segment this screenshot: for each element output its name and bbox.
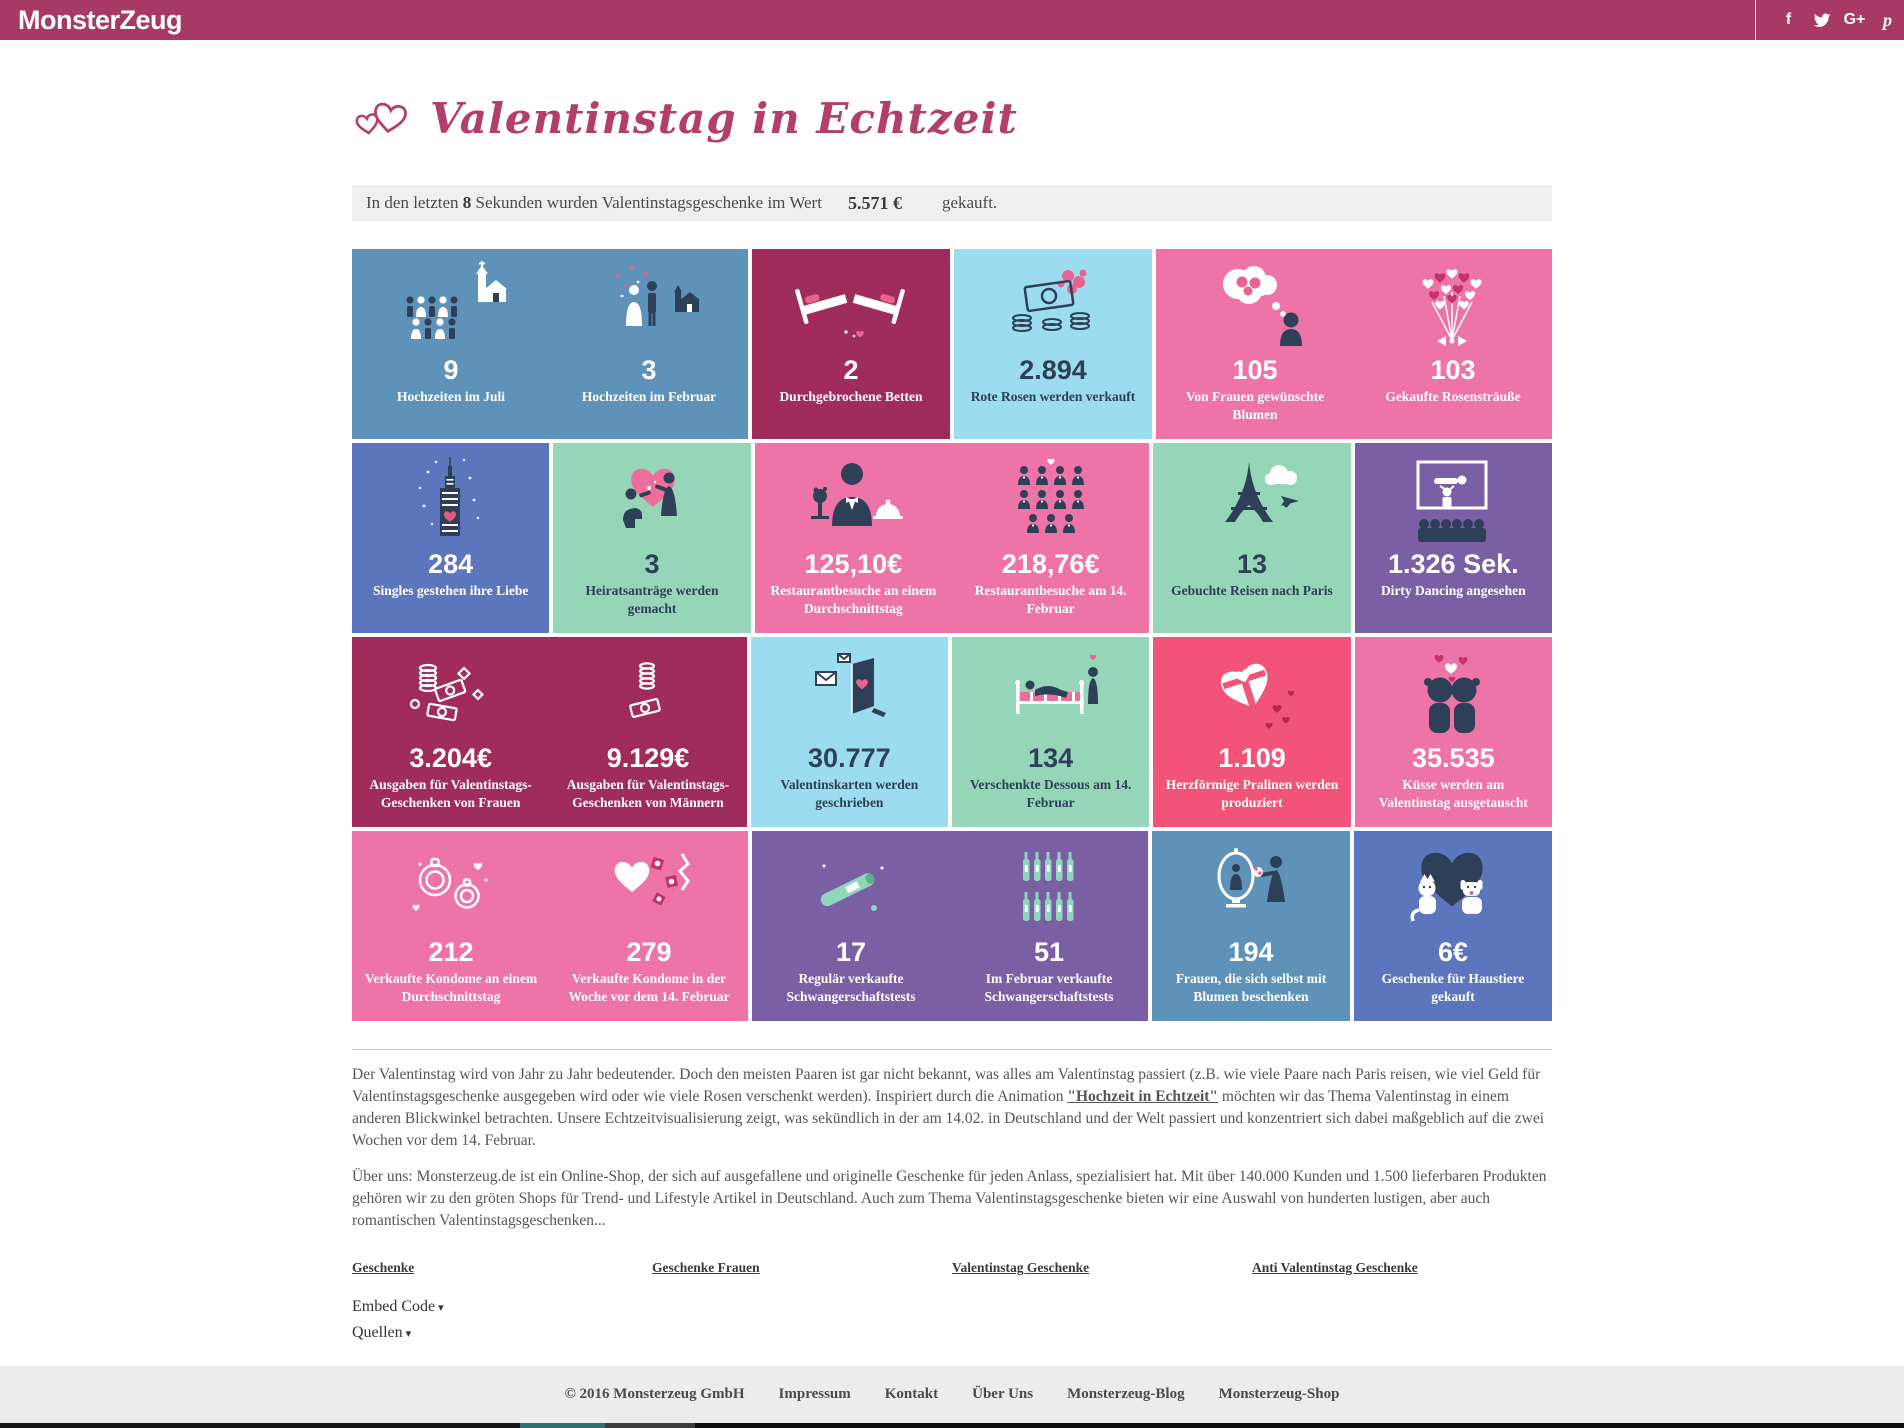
stats-grid xyxy=(352,249,1552,1021)
stat-tile xyxy=(1355,637,1552,827)
stat-tile xyxy=(1153,443,1350,633)
embed-code-dropdown[interactable] xyxy=(352,1298,444,1316)
stat-block xyxy=(1355,637,1552,827)
pets-heart-icon xyxy=(1392,840,1514,934)
ticker-seconds: 8 xyxy=(462,193,472,213)
title-row xyxy=(352,40,1552,185)
wedding-couple-icon xyxy=(588,258,710,352)
stat-label: Verkaufte Kondome an einem Durchschnittstag xyxy=(364,971,538,1004)
stat-block xyxy=(352,831,748,1021)
stat-tile xyxy=(752,831,950,1021)
chocolate-heart-box-icon xyxy=(1191,646,1313,740)
condoms-icon xyxy=(390,840,512,934)
section-divider xyxy=(352,1049,1552,1050)
pinterest-icon[interactable]: p xyxy=(1883,9,1892,30)
stat-value: 1.109 xyxy=(1218,743,1286,774)
google-plus-icon[interactable]: G+ xyxy=(1843,11,1866,28)
stat-label: Im Februar verkaufte Schwangerschaftstests xyxy=(984,971,1114,1004)
stat-value: 125,10€ xyxy=(804,549,903,580)
stat-label: Verschenkte Dessous am 14. Februar xyxy=(969,777,1132,810)
stat-tile xyxy=(1156,249,1354,439)
paragraph-text: Der Valentinstag wird von Jahr zu Jahr bedeutender. Doch den meisten Paaren ist gar nicht bekannt, was alles am Valentinstag passiert (z.B. wie viele Paare nach Paris reisen, wie viel Geld für Valentinstagsgeschenke ausgegeben wird oder wie viele Rosen verschenkt werden). Inspiriert durch die Animation xyxy=(352,1066,1541,1106)
intro-paragraph xyxy=(352,1064,1552,1152)
shop-links-row xyxy=(352,1260,1552,1276)
stat-value: 284 xyxy=(428,549,474,580)
stat-value: 1.326 Sek. xyxy=(1388,549,1519,580)
condoms-week-icon xyxy=(588,840,710,934)
stat-value: 2.894 xyxy=(1019,355,1087,386)
bottom-strip xyxy=(0,1423,1904,1428)
hochzeit-in-echtzeit-link[interactable]: "Hochzeit in Echtzeit" xyxy=(1067,1088,1219,1106)
stat-value: 51 xyxy=(1033,937,1065,968)
stat-tile xyxy=(549,637,746,827)
money-stack-icon xyxy=(587,646,709,740)
stat-tile xyxy=(553,443,750,633)
stat-tile xyxy=(1153,637,1350,827)
stat-tile xyxy=(954,249,1152,439)
stat-label: Heiratsanträge werden gemacht xyxy=(585,583,719,616)
thought-flowers-icon xyxy=(1194,258,1316,352)
stat-label: Hochzeiten im Februar xyxy=(581,389,717,405)
stat-block xyxy=(1354,831,1552,1021)
social-divider xyxy=(1755,0,1756,40)
stat-label: Durchgebrochene Betten xyxy=(779,389,923,405)
grid-row xyxy=(352,249,1552,439)
stat-block xyxy=(751,637,948,827)
cinema-screen-icon xyxy=(1392,452,1514,546)
ticker-middle: Sekunden wurden Valentinstagsgeschenke im Wert xyxy=(475,193,822,213)
stat-block xyxy=(352,249,748,439)
stat-tile xyxy=(950,831,1148,1021)
stat-label: Valentinskarten werden geschrieben xyxy=(780,777,919,810)
stat-block xyxy=(752,831,1148,1021)
stat-value: 9.129€ xyxy=(606,743,690,774)
stat-tile xyxy=(1354,249,1552,439)
caret-down-icon: ▾ xyxy=(405,1328,412,1341)
paragraph-text: möchten wir das Thema Valentinstag in einem anderen Blickwinkel betrachten. Unsere Echtzeitvisualisierung zeigt, was sekündlich in der am 14.02. in Deutschland und der Welt passiert und konzentriert sich dabei maßgeblich auf die zwei Wochen vor dem 14. Februar. xyxy=(352,1088,1545,1150)
stat-block xyxy=(1355,443,1552,633)
stat-value: 13 xyxy=(1236,549,1268,580)
facebook-icon[interactable]: f xyxy=(1785,11,1792,28)
stat-block xyxy=(1152,831,1350,1021)
stat-block xyxy=(755,443,1150,633)
stat-label: Regulär verkaufte Schwangerschaftstests xyxy=(786,971,916,1004)
stat-value: 6€ xyxy=(1437,937,1469,968)
test-row-icon xyxy=(988,840,1110,934)
dessous-bed-icon xyxy=(990,646,1112,740)
stat-block xyxy=(352,637,747,827)
stat-block xyxy=(752,249,950,439)
caret-down-icon: ▾ xyxy=(438,1302,444,1315)
stat-value: 3 xyxy=(641,355,657,386)
stat-value: 30.777 xyxy=(808,743,891,774)
stat-block xyxy=(954,249,1152,439)
broken-bed-icon xyxy=(790,258,912,352)
footer-link[interactable]: Impressum xyxy=(778,1386,851,1403)
rose-bouquet-icon xyxy=(1392,258,1514,352)
stat-tile xyxy=(755,443,952,633)
stat-label: Ausgaben für Valentinstags-Geschenken von Männern xyxy=(566,777,730,810)
stat-value: 17 xyxy=(835,937,867,968)
skyscraper-icon xyxy=(390,452,512,546)
proposal-icon xyxy=(591,452,713,546)
money-pile-icon xyxy=(390,646,512,740)
stat-label: Rote Rosen werden verkauft xyxy=(970,389,1136,405)
about-paragraph: Über uns: Monsterzeug.de ist ein Online-Shop, der sich auf ausgefallene und originelle Geschenke für jeden Anlass, spezialisiert hat. Mit über 140.000 Kunden und 1.500 lieferbaren Produkten gehören wir zu den gröten Shops für Trend- und Lifestyle Artikel in Deutschland. Auch zum Thema Valentinstagsgeschenke bieten wir eine Auswahl von hunderten lustigen, aber auch romantischen Valentinstagsgeschenken... xyxy=(352,1168,1547,1230)
stat-tile xyxy=(550,249,748,439)
stat-value: 2 xyxy=(843,355,859,386)
stat-label: Herzförmige Pralinen werden produziert xyxy=(1165,777,1339,810)
footer-link[interactable]: Monsterzeug-Blog xyxy=(1067,1386,1185,1403)
footer-link[interactable]: Monsterzeug-Shop xyxy=(1218,1386,1340,1403)
stat-tile xyxy=(550,831,748,1021)
mirror-woman-icon xyxy=(1190,840,1312,934)
stat-value: 105 xyxy=(1232,355,1278,386)
footer-link[interactable]: Kontakt xyxy=(884,1386,939,1403)
money-roses-icon xyxy=(992,258,1114,352)
stat-block xyxy=(1156,249,1552,439)
stat-label: Von Frauen gewünschte Blumen xyxy=(1185,389,1325,422)
stat-label: Verkaufte Kondome in der Woche vor dem 14. Februar xyxy=(568,971,730,1004)
stat-value: 3.204€ xyxy=(409,743,492,774)
shop-link[interactable]: Geschenke xyxy=(352,1260,415,1276)
stat-block xyxy=(1153,443,1350,633)
stat-value: 3 xyxy=(644,549,660,580)
double-hearts-icon xyxy=(352,88,416,149)
grid-row xyxy=(352,831,1552,1021)
social-icons-group xyxy=(1755,0,1904,40)
stat-block xyxy=(1153,637,1350,827)
valentine-card-icon xyxy=(788,646,910,740)
shop-link[interactable]: Anti Valentinstag Geschenke xyxy=(1252,1260,1418,1276)
stat-value: 134 xyxy=(1028,743,1074,774)
stat-tile xyxy=(1152,831,1350,1021)
ticker-value: 5.571 € xyxy=(847,192,902,213)
shop-link[interactable]: Geschenke Frauen xyxy=(652,1260,760,1276)
stat-tile xyxy=(352,637,549,827)
monsterzeug-logo[interactable]: MonsterZeug xyxy=(18,4,183,35)
stat-label: Singles gestehen ihre Liebe xyxy=(372,583,529,599)
stat-tile xyxy=(352,831,550,1021)
restaurant-crowd-icon xyxy=(990,452,1112,546)
stat-value: 279 xyxy=(626,937,672,968)
twitter-icon[interactable] xyxy=(1805,0,1838,40)
ticker-prefix: In den letzten xyxy=(366,193,459,213)
quellen-dropdown[interactable] xyxy=(352,1324,411,1342)
quellen-label: Quellen xyxy=(352,1324,403,1342)
stat-tile xyxy=(952,443,1149,633)
stat-label: Küsse werden am Valentinstag ausgetauscht xyxy=(1378,777,1528,810)
kissing-couple-icon xyxy=(1392,646,1514,740)
grid-row xyxy=(352,443,1552,633)
live-ticker xyxy=(352,185,1552,221)
stat-label: Frauen, die sich selbst mit Blumen beschenken xyxy=(1175,971,1327,1004)
stat-tile xyxy=(952,637,1149,827)
stat-value: 218,76€ xyxy=(1001,549,1100,580)
top-bar xyxy=(0,0,1904,40)
stat-tile xyxy=(752,249,950,439)
paris-trip-icon xyxy=(1191,452,1313,546)
stat-tile xyxy=(352,443,549,633)
stat-label: Restaurantbesuche an einem Durchschnittstag xyxy=(770,583,937,616)
stat-value: 103 xyxy=(1430,355,1476,386)
stat-label: Gekaufte Rosensträuße xyxy=(1385,389,1521,405)
stat-label: Gebuchte Reisen nach Paris xyxy=(1171,583,1333,599)
stat-tile xyxy=(1354,831,1552,1021)
stat-value: 212 xyxy=(428,937,474,968)
wedding-crowd-icon xyxy=(390,258,512,352)
stat-tile xyxy=(751,637,948,827)
stat-label: Hochzeiten im Juli xyxy=(397,389,505,405)
stat-tile xyxy=(1355,443,1552,633)
page-title: Valentinstag in Echtzeit xyxy=(430,94,1018,144)
stat-block xyxy=(553,443,750,633)
stat-value: 9 xyxy=(443,355,459,386)
footer-bar xyxy=(0,1366,1904,1423)
stat-value: 35.535 xyxy=(1412,743,1495,774)
embed-code-label: Embed Code xyxy=(352,1298,436,1316)
shop-link[interactable]: Valentinstag Geschenke xyxy=(952,1260,1090,1276)
stat-label: Ausgaben für Valentinstags-Geschenken von Frauen xyxy=(369,777,532,810)
pregnancy-test-icon xyxy=(790,840,912,934)
ticker-suffix: gekauft. xyxy=(941,193,998,213)
stat-block xyxy=(952,637,1149,827)
footer-copyright: © 2016 Monsterzeug GmbH xyxy=(564,1386,745,1403)
grid-row xyxy=(352,637,1552,827)
stat-label: Dirty Dancing angesehen xyxy=(1380,583,1526,599)
stat-value: 194 xyxy=(1228,937,1274,968)
waiter-icon xyxy=(792,452,914,546)
stat-tile xyxy=(352,249,550,439)
footer-link[interactable]: Über Uns xyxy=(972,1386,1034,1403)
stat-block xyxy=(352,443,549,633)
stat-label: Restaurantbesuche am 14. Februar xyxy=(974,583,1127,616)
stat-label: Geschenke für Haustiere gekauft xyxy=(1381,971,1525,1004)
